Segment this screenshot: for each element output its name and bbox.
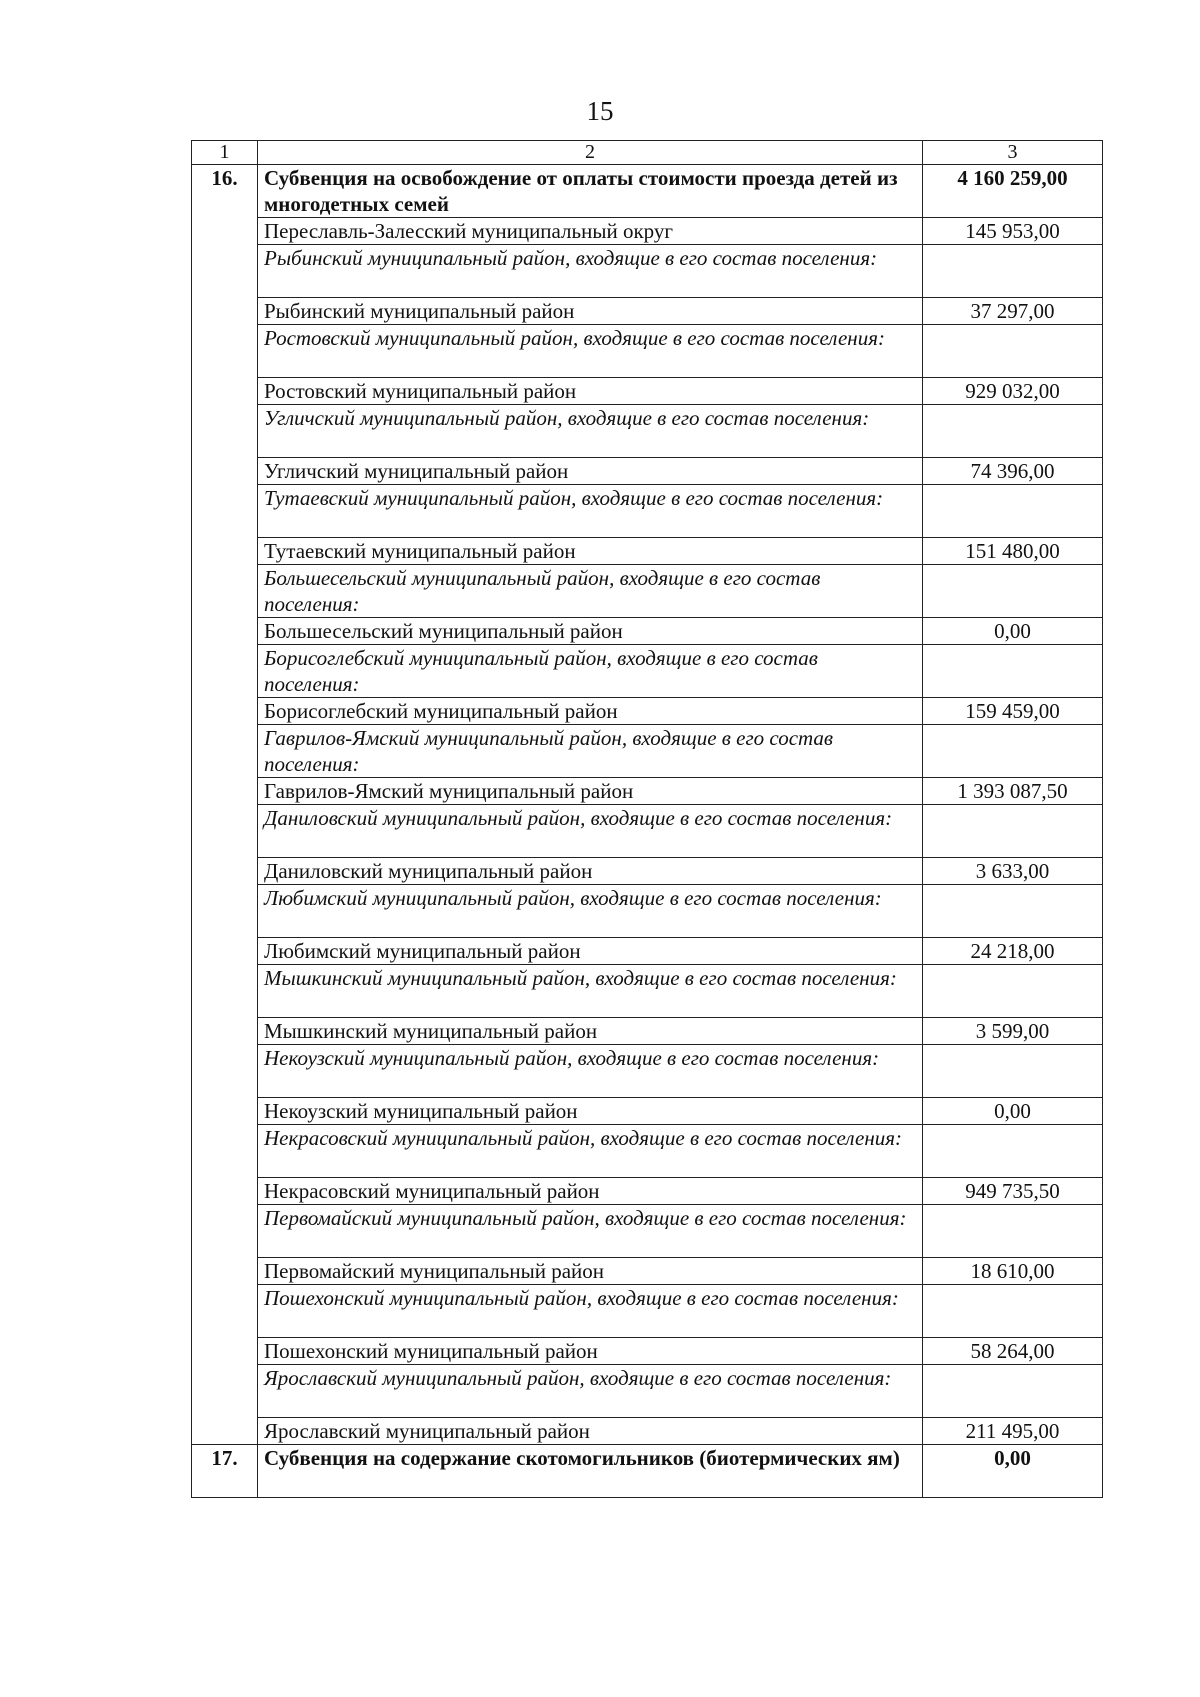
subheading-row xyxy=(192,245,1103,298)
table-row xyxy=(192,938,1103,965)
subheading-text: Некоузский муниципальный район, входящие в его состав поселения: xyxy=(258,1045,923,1098)
subheading-text: Большесельский муниципальный район, входящие в его состав поселения: xyxy=(258,565,923,618)
subheading-row xyxy=(192,1365,1103,1418)
district-name: Ростовский муниципальный район xyxy=(258,378,923,405)
district-amount xyxy=(923,725,1103,778)
subheading-row xyxy=(192,485,1103,538)
subheading-row xyxy=(192,1125,1103,1178)
subheading-row xyxy=(192,1285,1103,1338)
district-name: Ярославский муниципальный район xyxy=(258,1418,923,1445)
district-name: Мышкинский муниципальный район xyxy=(258,1018,923,1045)
district-amount: 1 393 087,50 xyxy=(923,778,1103,805)
subheading-row xyxy=(192,1205,1103,1258)
subheading-text: Угличский муниципальный район, входящие в его состав поселения: xyxy=(258,405,923,458)
table-row xyxy=(192,1098,1103,1125)
subheading-text: Первомайский муниципальный район, входящие в его состав поселения: xyxy=(258,1205,923,1258)
subheading-text: Пошехонский муниципальный район, входящие в его состав поселения: xyxy=(258,1285,923,1338)
table-row xyxy=(192,1178,1103,1205)
section-total: 0,00 xyxy=(923,1445,1103,1498)
subheading-text: Любимский муниципальный район, входящие в его состав поселения: xyxy=(258,885,923,938)
table-row xyxy=(192,778,1103,805)
section-total: 4 160 259,00 xyxy=(923,165,1103,218)
district-name: Даниловский муниципальный район xyxy=(258,858,923,885)
district-name: Рыбинский муниципальный район xyxy=(258,298,923,325)
subheading-text: Гаврилов-Ямский муниципальный район, входящие в его состав поселения: xyxy=(258,725,923,778)
section-number: 17. xyxy=(192,1445,258,1498)
subheading-text: Ростовский муниципальный район, входящие в его состав поселения: xyxy=(258,325,923,378)
subheading-row xyxy=(192,725,1103,778)
district-amount: 0,00 xyxy=(923,1098,1103,1125)
subheading-text: Борисоглебский муниципальный район, входящие в его состав поселения: xyxy=(258,645,923,698)
subheading-text: Ярославский муниципальный район, входящие в его состав поселения: xyxy=(258,1365,923,1418)
district-amount xyxy=(923,1205,1103,1258)
district-amount xyxy=(923,885,1103,938)
district-amount xyxy=(923,1285,1103,1338)
subheading-text: Некрасовский муниципальный район, входящие в его состав поселения: xyxy=(258,1125,923,1178)
district-amount: 37 297,00 xyxy=(923,298,1103,325)
column-header-name: 2 xyxy=(258,141,923,165)
subheading-row xyxy=(192,325,1103,378)
district-name: Тутаевский муниципальный район xyxy=(258,538,923,565)
district-name: Угличский муниципальный район xyxy=(258,458,923,485)
subheading-text: Тутаевский муниципальный район, входящие в его состав поселения: xyxy=(258,485,923,538)
subheading-row xyxy=(192,645,1103,698)
subheading-row xyxy=(192,965,1103,1018)
district-amount: 159 459,00 xyxy=(923,698,1103,725)
district-name: Некрасовский муниципальный район xyxy=(258,1178,923,1205)
district-name: Первомайский муниципальный район xyxy=(258,1258,923,1285)
section-row xyxy=(192,1445,1103,1498)
district-amount: 24 218,00 xyxy=(923,938,1103,965)
district-amount: 211 495,00 xyxy=(923,1418,1103,1445)
table-row xyxy=(192,698,1103,725)
subvention-table xyxy=(191,140,1103,1498)
table-row xyxy=(192,458,1103,485)
table-row xyxy=(192,858,1103,885)
table-row xyxy=(192,298,1103,325)
district-amount xyxy=(923,1045,1103,1098)
subheading-text: Рыбинский муниципальный район, входящие в его состав поселения: xyxy=(258,245,923,298)
district-amount: 929 032,00 xyxy=(923,378,1103,405)
district-name: Переславль-Залесский муниципальный округ xyxy=(258,218,923,245)
subheading-text: Даниловский муниципальный район, входящие в его состав поселения: xyxy=(258,805,923,858)
district-amount: 949 735,50 xyxy=(923,1178,1103,1205)
table-row xyxy=(192,378,1103,405)
district-amount xyxy=(923,965,1103,1018)
district-amount: 0,00 xyxy=(923,618,1103,645)
district-amount xyxy=(923,485,1103,538)
table-row xyxy=(192,618,1103,645)
district-name: Гаврилов-Ямский муниципальный район xyxy=(258,778,923,805)
page-number: 15 xyxy=(586,96,614,126)
district-amount xyxy=(923,1365,1103,1418)
district-name: Большесельский муниципальный район xyxy=(258,618,923,645)
subheading-row xyxy=(192,805,1103,858)
subheading-row xyxy=(192,405,1103,458)
district-amount xyxy=(923,1125,1103,1178)
table-row xyxy=(192,1418,1103,1445)
column-header-number: 1 xyxy=(192,141,258,165)
table-body xyxy=(192,141,1103,1498)
district-amount: 145 953,00 xyxy=(923,218,1103,245)
table-row xyxy=(192,218,1103,245)
section-row xyxy=(192,165,1103,218)
district-amount xyxy=(923,325,1103,378)
district-amount xyxy=(923,645,1103,698)
district-amount: 151 480,00 xyxy=(923,538,1103,565)
district-amount: 74 396,00 xyxy=(923,458,1103,485)
table-row xyxy=(192,1018,1103,1045)
district-name: Борисоглебский муниципальный район xyxy=(258,698,923,725)
district-amount: 58 264,00 xyxy=(923,1338,1103,1365)
subheading-row xyxy=(192,1045,1103,1098)
district-amount xyxy=(923,565,1103,618)
table-row xyxy=(192,1338,1103,1365)
district-amount xyxy=(923,805,1103,858)
table-row xyxy=(192,1258,1103,1285)
district-amount xyxy=(923,245,1103,298)
section-title: Субвенция на освобождение от оплаты стоимости проезда детей из многодетных семей xyxy=(258,165,923,218)
district-name: Некоузский муниципальный район xyxy=(258,1098,923,1125)
subheading-text: Мышкинский муниципальный район, входящие в его состав поселения: xyxy=(258,965,923,1018)
district-name: Пошехонский муниципальный район xyxy=(258,1338,923,1365)
district-amount: 18 610,00 xyxy=(923,1258,1103,1285)
subheading-row xyxy=(192,885,1103,938)
table-row xyxy=(192,538,1103,565)
district-amount: 3 599,00 xyxy=(923,1018,1103,1045)
district-amount: 3 633,00 xyxy=(923,858,1103,885)
district-amount xyxy=(923,405,1103,458)
subheading-row xyxy=(192,565,1103,618)
district-name: Любимский муниципальный район xyxy=(258,938,923,965)
table-header-row xyxy=(192,141,1103,165)
column-header-amount: 3 xyxy=(923,141,1103,165)
section-number: 16. xyxy=(192,165,258,1445)
section-title: Субвенция на содержание скотомогильников (биотермических ям) xyxy=(258,1445,923,1498)
